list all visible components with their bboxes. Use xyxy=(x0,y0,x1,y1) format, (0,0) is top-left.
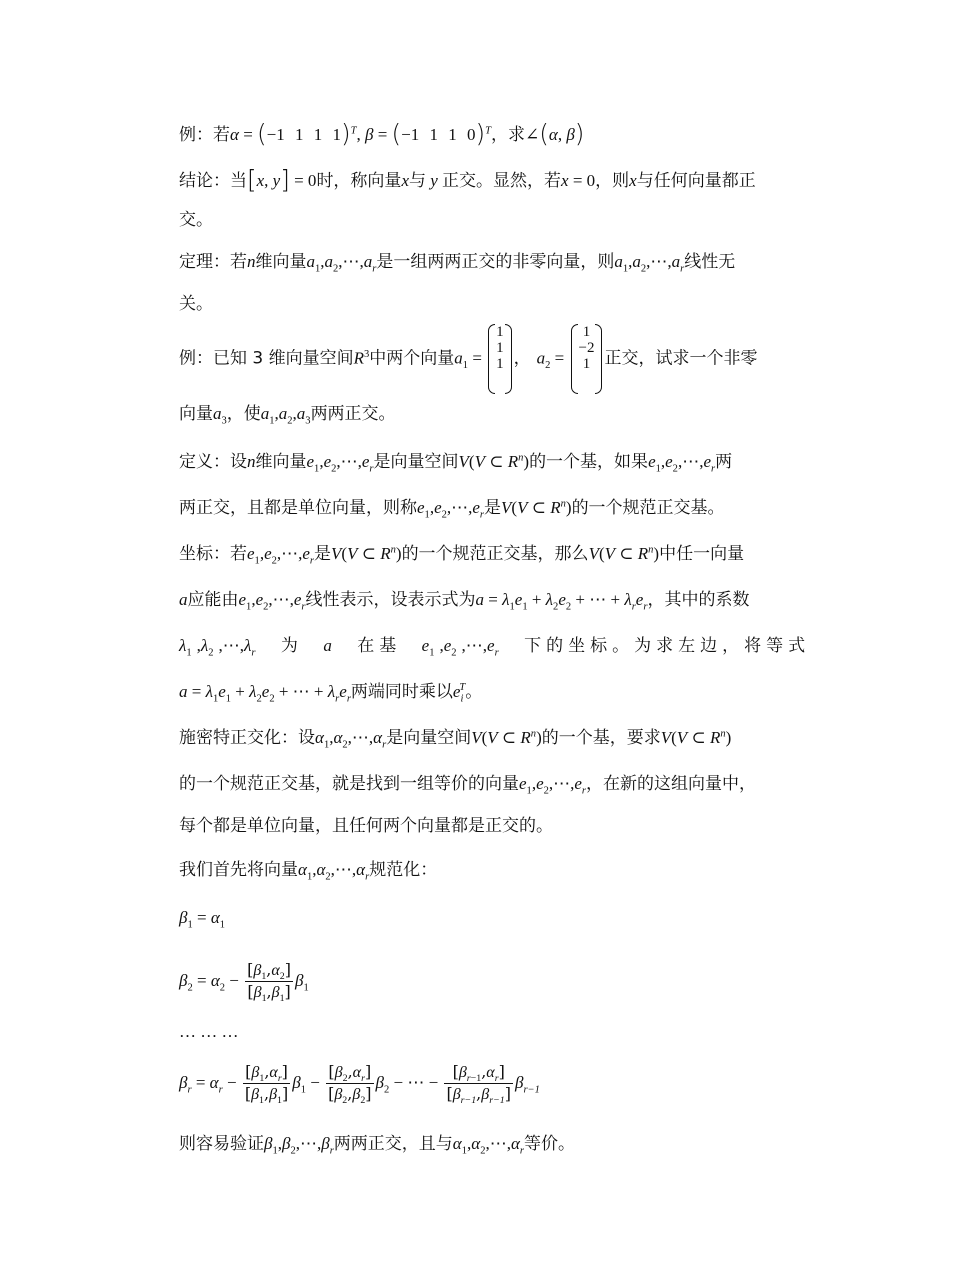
text: 在基 xyxy=(357,636,402,656)
coordinates-line: 坐标：若$e_1,e_2,\cdots,e_r$是V(V ⊂ $R^n$)的一个规范正交基，那么V(V ⊂ $R^n$)中任一向量 xyxy=(179,544,745,567)
coordinates-line-4: $a = \lambda_1e_1 + \lambda_2e_2$ + ⋯ + $\lambda_re_r$两端同时乘以$e_i^T$。 xyxy=(179,682,483,705)
text: 等价。 xyxy=(524,1134,575,1154)
conclusion-equivalence-line: 则容易验证$\beta_1,\beta_2,\cdots,\beta_r$两两正交，且与$\alpha_1,\alpha_2,\cdots,\alpha_r$等价。 xyxy=(179,1134,575,1157)
text: 的一个基，如果 xyxy=(529,452,649,472)
formula-betar: $\beta_r = \alpha_r$ − $\frac{[\beta_1,\alpha_r]}{[\beta_1,\beta_1]}$ $\beta_1$ − $\frac{[\beta_2,\alpha_r]}{[\beta_2,\beta_2]}$ $\beta_2$ − ⋯ − $\frac{[\beta_{r-1},\alpha_r]}{[\beta_{r-1},\beta_{r-1}]}$ $\beta_{r-1}$ xyxy=(179,1062,540,1107)
definition-line: 定义：设n维向量$e_1,e_2,\cdots,e_r$是向量空间V(V ⊂ $R^n$)的一个基，如果$e_1,e_2,\cdots,e_r$两 xyxy=(179,452,733,475)
matrix-a2: 1 −2 1 xyxy=(571,324,603,394)
text: 是 xyxy=(314,544,332,564)
theorem-line-2 xyxy=(179,284,804,324)
schmidt-line: 施密特正交化：设$\alpha_1,\alpha_2,\cdots,\alpha_r$是向量空间V(V ⊂ $R^n$)的一个基，要求V(V ⊂ $R^n$) xyxy=(179,728,732,751)
text: 每个都是单位向量，且任何两个向量都是正交的。 xyxy=(179,816,553,836)
text: 关。 xyxy=(179,294,213,314)
text: 应能由 xyxy=(187,590,239,610)
theorem-line: 定理：若n维向量$a_1,a_2,\cdots,a_r$是一组两两正交的非零向量，则$a_1,a_2,\cdots,a_r$线性无 xyxy=(179,252,736,275)
text: 规范化： xyxy=(369,860,438,880)
text: 是向量空间 xyxy=(386,728,472,748)
text: 是向量空间 xyxy=(373,452,459,472)
text: 的一个规范正交基，那么 xyxy=(401,544,589,564)
text: 我们首先将向量 xyxy=(179,860,298,880)
text: 线性表示，设表示式为 xyxy=(305,590,476,610)
coordinates-line-3: $\lambda_1,\lambda_2,\cdots,\lambda_r$ 为 a 在基 $e_1,e_2,\cdots,e_r$ 下的坐标。为求左边，将等式 xyxy=(179,636,811,659)
text: 的一个规范正交基。 xyxy=(571,498,725,518)
text: 与 xyxy=(408,171,426,192)
text: 两两正交，且与 xyxy=(333,1134,453,1154)
text: 维向量 xyxy=(255,452,307,472)
text: 时，称向量 xyxy=(316,171,402,192)
formula-beta2: $\beta_2 = \alpha_2$ − $\frac{[\beta_1,\alpha_2]}{[\beta_1,\beta_1]}$ $\beta_1$ xyxy=(179,960,309,1005)
fraction: $\frac{[\beta_2,\alpha_r]}{[\beta_2,\beta_2]}$ xyxy=(328,1062,372,1107)
text: 定义：设 xyxy=(179,452,247,472)
conclusion-line: 结论：当[x, y] = 0时，称向量x与 y 正交。显然，若x = 0，则x与任何向量都正 xyxy=(179,165,756,194)
text: ， xyxy=(513,348,531,369)
text: 的一个规范正交基，就是找到一组等价的向量 xyxy=(179,774,519,794)
example-angle-line: 例：若α = (−1 1 1 1)$^T$, β = (−1 1 1 0)$^T$，求∠(α, β) xyxy=(179,119,585,148)
text: … … … xyxy=(179,1022,239,1041)
text: 下的坐标。为求左边，将等式 xyxy=(524,636,811,656)
fraction: $\frac{[\beta_{r-1},\alpha_r]}{[\beta_{r-1},\beta_{r-1}]}$ xyxy=(446,1062,511,1107)
text: 为 xyxy=(280,636,303,656)
formula-beta1: $\beta_1 = \alpha_1$ xyxy=(179,908,226,931)
number: 3 xyxy=(252,348,264,369)
text: 两两正交。 xyxy=(310,404,396,424)
text: 定理：若 xyxy=(179,252,247,272)
schmidt-line-3 xyxy=(179,806,804,846)
text: 中两个向量 xyxy=(369,348,455,369)
text: 两端同时乘以 xyxy=(350,682,453,702)
text: 坐标：若 xyxy=(179,544,247,564)
text: 与任何向量都正 xyxy=(636,171,756,192)
text: ，则 xyxy=(595,171,630,192)
text: 向量 xyxy=(179,404,213,424)
text: 例：已知 xyxy=(179,348,247,369)
text: ，在新的这组向量中， xyxy=(586,774,757,794)
fraction: $\frac{[\beta_1,\alpha_2]}{[\beta_1,\beta_1]}$ xyxy=(247,960,291,1005)
example-vectors-line: 例：已知 3 维向量空间$R^3$中两个向量$a_1$ = 1 1 1 ， $a_2$ = 1 −2 1 正交，试求一个非零 xyxy=(179,324,804,394)
text: 线性无 xyxy=(684,252,736,272)
text: ，使 xyxy=(226,404,261,424)
text: ，求 xyxy=(491,125,525,146)
text: 正交。显然，若 xyxy=(442,171,562,192)
text: 交。 xyxy=(179,210,213,230)
text: 两 xyxy=(715,452,733,472)
text: 结论：当 xyxy=(179,171,247,192)
fraction: $\frac{[\beta_1,\alpha_r]}{[\beta_1,\beta_1]}$ xyxy=(244,1062,289,1107)
text: 施密特正交化：设 xyxy=(179,728,315,748)
conclusion-line-2 xyxy=(179,200,804,240)
text: 中任一向量 xyxy=(659,544,745,564)
text: 的一个基，要求 xyxy=(541,728,661,748)
text: 维向量空间 xyxy=(268,348,354,369)
text: 正交，试求一个非零 xyxy=(604,348,758,369)
text: ，其中的系数 xyxy=(647,590,750,610)
text: 。 xyxy=(465,682,483,702)
text: 是 xyxy=(484,498,502,518)
example-vectors-line-2: 向量$a_3$，使$a_1,a_2,a_3$两两正交。 xyxy=(179,404,396,427)
text: 例：若 xyxy=(179,125,230,146)
coordinates-line-2: a应能由$e_1,e_2,\cdots,e_r$线性表示，设表示式为$a = \lambda_1e_1 + \lambda_2e_2$ + ⋯ + $\lambda_re_r$，其中的系数 xyxy=(179,590,750,613)
text: 维向量 xyxy=(255,252,307,272)
matrix-a1: 1 1 1 xyxy=(488,324,512,394)
text: 是一组两两正交的非零向量，则 xyxy=(376,252,615,272)
text: 两正交，且都是单位向量，则称 xyxy=(179,498,417,518)
ellipsis-line xyxy=(179,1012,804,1052)
normalize-intro-line: 我们首先将向量$\alpha_1,\alpha_2,\cdots,\alpha_r$规范化： xyxy=(179,860,438,883)
schmidt-line-2: 的一个规范正交基，就是找到一组等价的向量$e_1,e_2,\cdots,e_r$，在新的这组向量中， xyxy=(179,774,757,797)
text: 则容易验证 xyxy=(179,1134,264,1154)
definition-line-2: 两正交，且都是单位向量，则称$e_1,e_2,\cdots,e_r$是V(V ⊂ $R^n$)的一个规范正交基。 xyxy=(179,498,725,521)
